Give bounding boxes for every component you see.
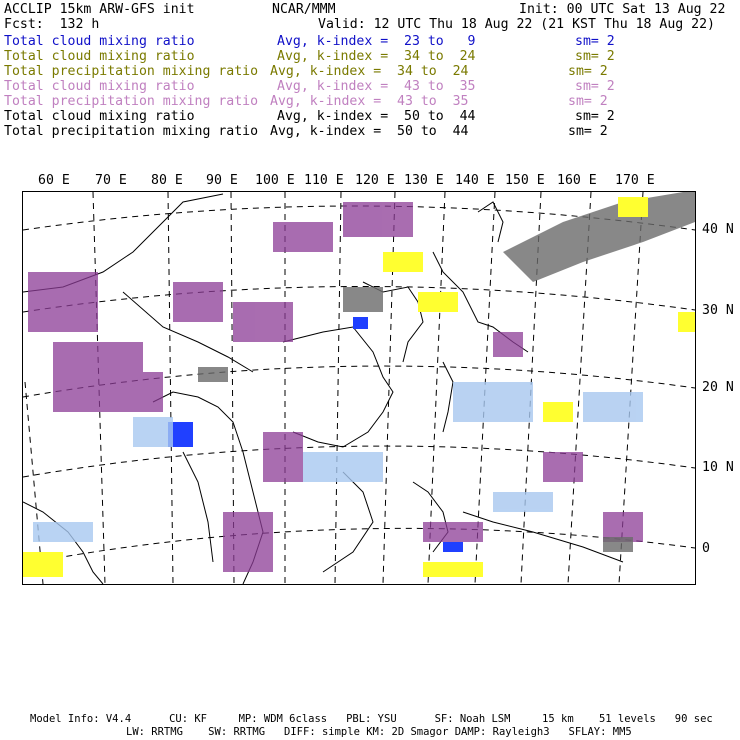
field-sm: sm= 2 [568, 94, 608, 109]
field-avg: Avg, k-index = 23 to 9 [277, 34, 476, 49]
lon-label: 100 E [255, 173, 295, 188]
lon-label: 80 E [151, 173, 183, 188]
map-panel [22, 191, 696, 585]
field-name: Total precipitation mixing ratio [4, 124, 259, 139]
lon-label: 90 E [206, 173, 238, 188]
field-sm: sm= 2 [575, 109, 615, 124]
lon-label: 140 E [455, 173, 495, 188]
model-info-line2: LW: RRTMG SW: RRTMG DIFF: simple KM: 2D Smagor DAMP: Rayleigh3 SFLAY: MM5 [126, 726, 632, 738]
field-sm: sm= 2 [575, 79, 615, 94]
field-sm: sm= 2 [575, 49, 615, 64]
field-sm: sm= 2 [568, 124, 608, 139]
lon-label: 70 E [95, 173, 127, 188]
lon-label: 130 E [404, 173, 444, 188]
field-name: Total cloud mixing ratio [4, 79, 195, 94]
field-avg: Avg, k-index = 50 to 44 [270, 124, 469, 139]
lon-label: 160 E [557, 173, 597, 188]
field-name: Total cloud mixing ratio [4, 49, 195, 64]
blue-field [168, 317, 463, 552]
forecast-hour: Fcst: 132 h [4, 17, 100, 32]
field-avg: Avg, k-index = 43 to 35 [270, 94, 469, 109]
lon-label: 110 E [304, 173, 344, 188]
field-name: Total precipitation mixing ratio [4, 94, 259, 109]
field-avg: Avg, k-index = 34 to 24 [270, 64, 469, 79]
lon-label: 150 E [505, 173, 545, 188]
init-time: Init: 00 UTC Sat 13 Aug 22 [519, 2, 726, 17]
lon-label: 120 E [355, 173, 395, 188]
lat-label: 0 [702, 541, 710, 556]
gray-field [198, 192, 695, 552]
field-name: Total precipitation mixing ratio [4, 64, 259, 79]
lon-label: 170 E [615, 173, 655, 188]
field-avg: Avg, k-index = 34 to 24 [277, 49, 476, 64]
field-avg: Avg, k-index = 43 to 35 [277, 79, 476, 94]
field-sm: sm= 2 [568, 64, 608, 79]
center-label: NCAR/MMM [272, 2, 336, 17]
field-name: Total cloud mixing ratio [4, 34, 195, 49]
model-info-line1: Model Info: V4.4 CU: KF MP: WDM 6class PBL: YSU SF: Noah LSM 15 km 51 levels 90 sec [30, 713, 713, 725]
valid-time: Valid: 12 UTC Thu 18 Aug 22 (21 KST Thu 18 Aug 22) [318, 17, 715, 32]
field-name: Total cloud mixing ratio [4, 109, 195, 124]
lon-label: 60 E [38, 173, 70, 188]
lat-label: 40 N [702, 222, 734, 237]
lat-label: 10 N [702, 460, 734, 475]
map-canvas [23, 192, 695, 584]
lat-label: 20 N [702, 380, 734, 395]
lat-label: 30 N [702, 303, 734, 318]
field-avg: Avg, k-index = 50 to 44 [277, 109, 476, 124]
field-sm: sm= 2 [575, 34, 615, 49]
model-title: ACCLIP 15km ARW-GFS init [4, 2, 195, 17]
